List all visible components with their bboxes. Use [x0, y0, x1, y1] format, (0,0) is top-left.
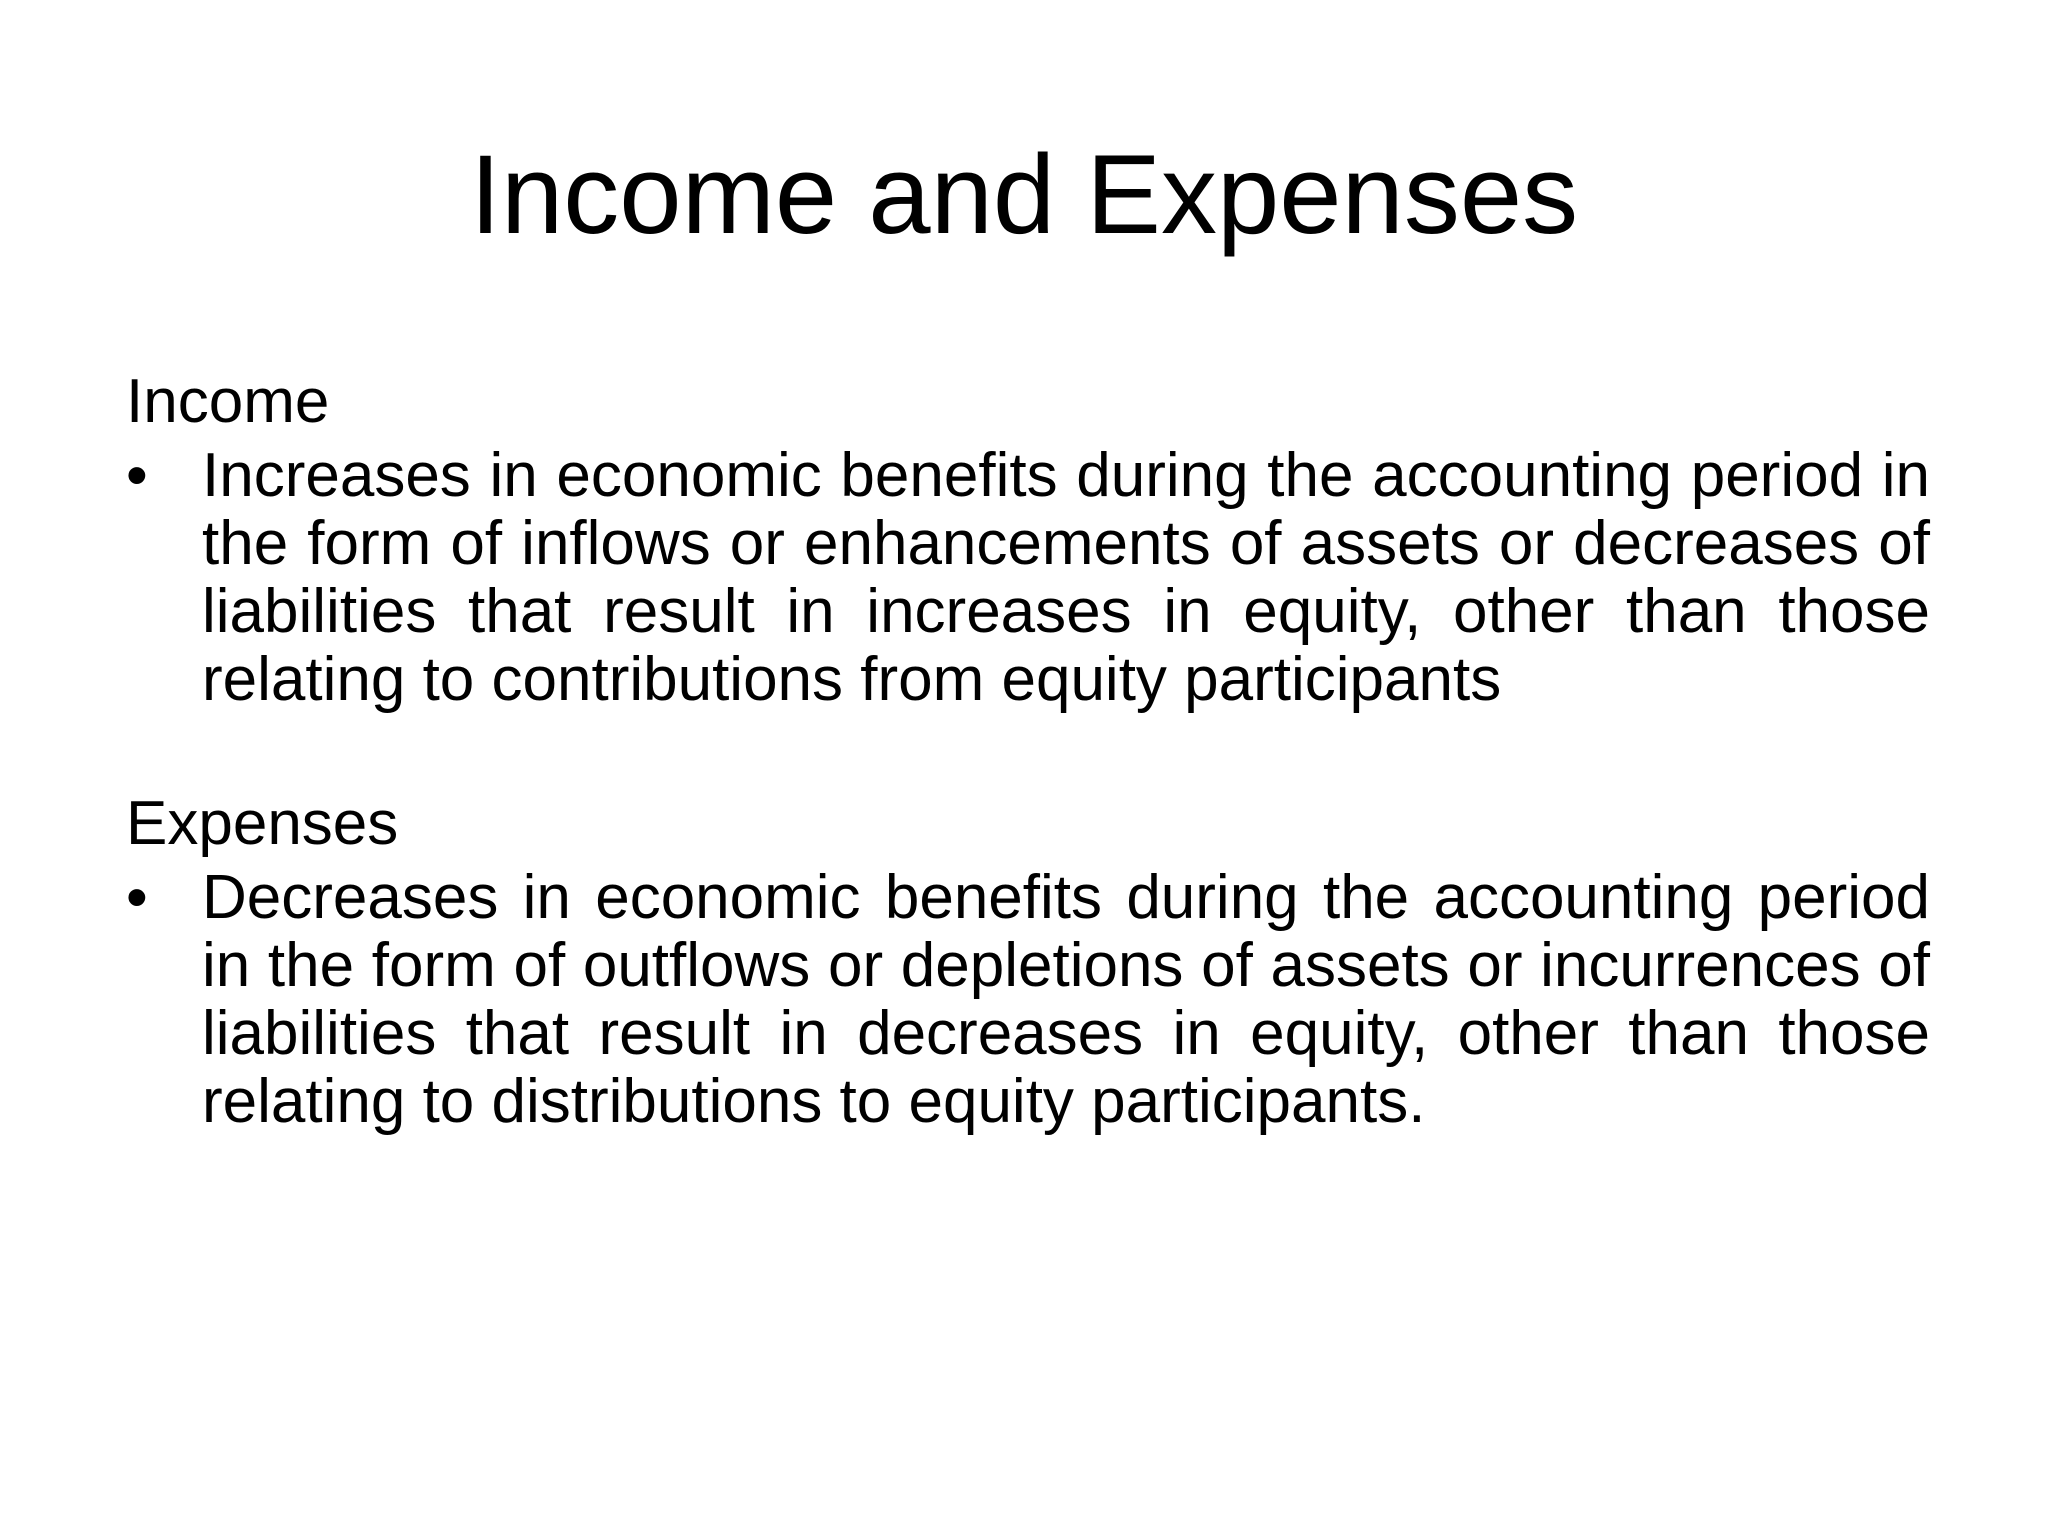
section-heading-income: Income [126, 367, 330, 436]
bullet-icon: • [126, 863, 148, 932]
bullet-text-expenses: Decreases in economic benefits during the accounting period in the form of outflows or depletions of assets or incurrences of liabilities that result in decreases in equity, other than those relating to distributions to equity participants. [202, 863, 1930, 1136]
bullet-item-expenses [126, 864, 1930, 1136]
section-heading-expenses: Expenses [126, 789, 399, 858]
bullet-item-income [126, 442, 1930, 714]
bullet-text-income: Increases in economic benefits during the accounting period in the form of inflows or enhancements of assets or decreases of liabilities that result in increases in equity, other than those relating to contributions from equity participants [202, 441, 1930, 714]
section-spacer [126, 714, 1930, 784]
bullet-icon: • [126, 441, 148, 510]
slide-body [126, 362, 1930, 1136]
slide-title: Income and Expenses [469, 132, 1579, 257]
